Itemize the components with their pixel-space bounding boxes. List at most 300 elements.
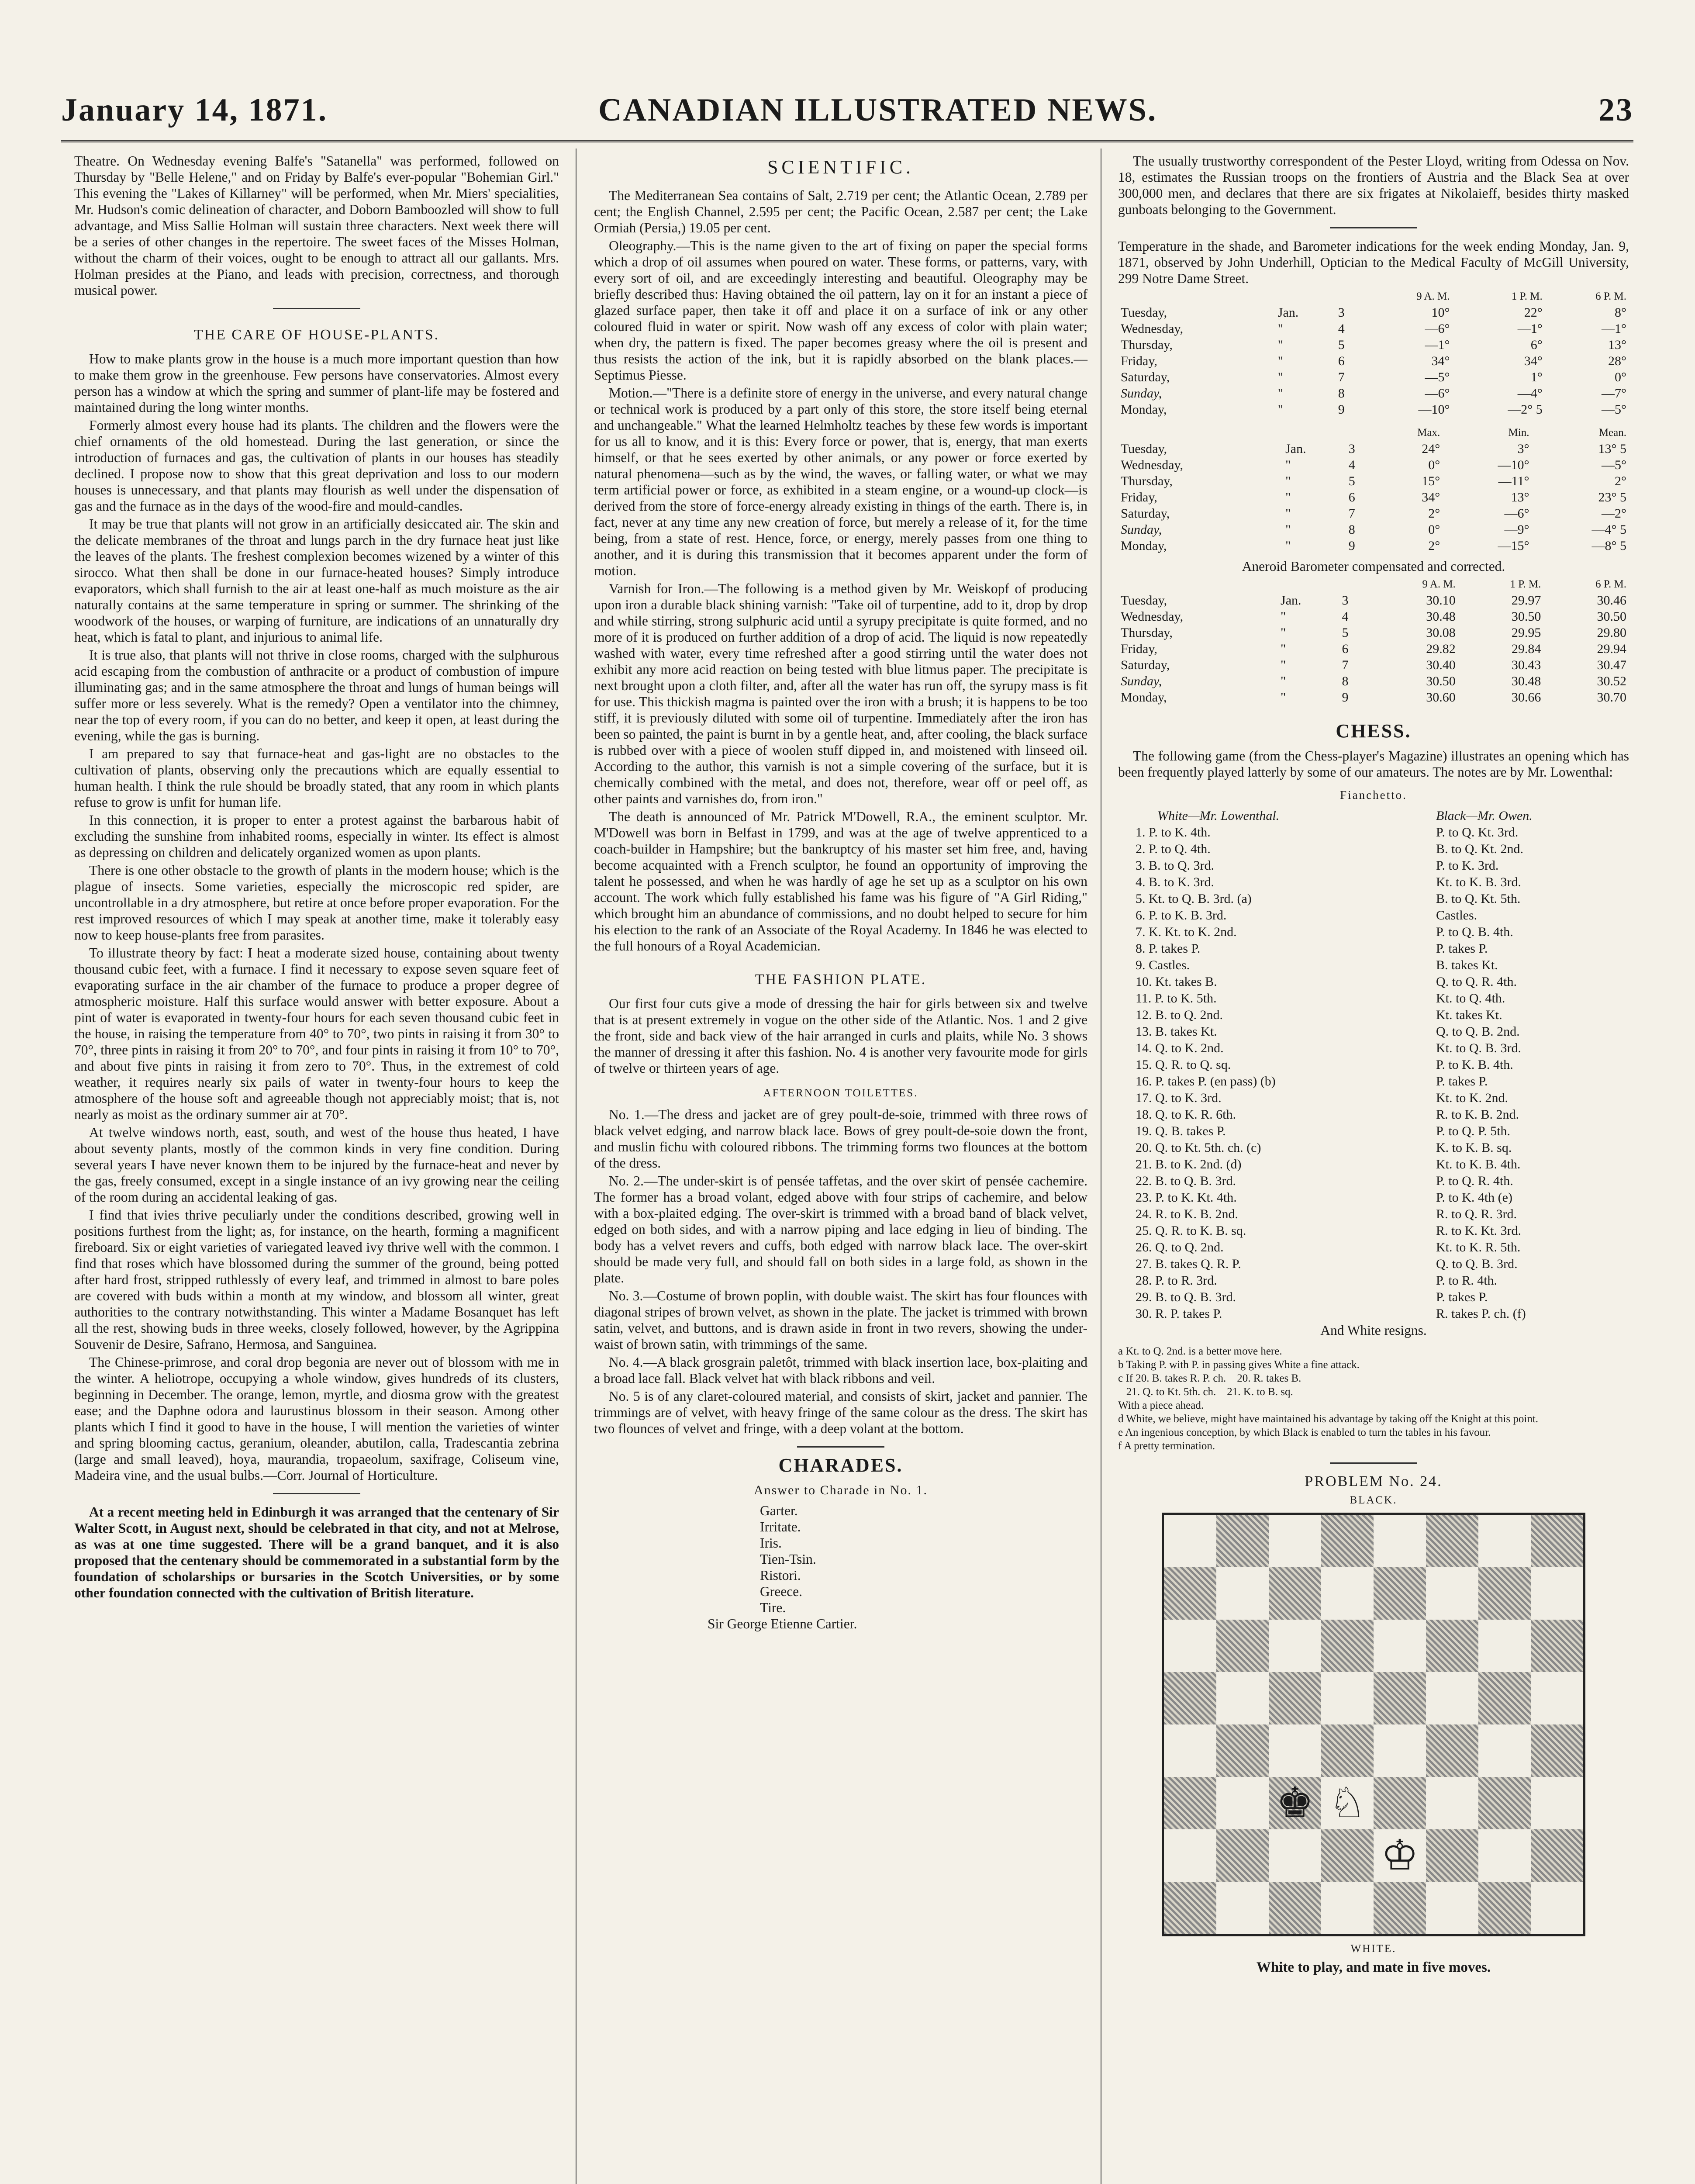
black-move: Kt. takes Kt. — [1436, 1008, 1502, 1022]
table-cell: 29.94 — [1597, 642, 1626, 656]
paragraph: It is true also, that plants will not thrive in close rooms, charged with the sulphurous acid escaping from the combustion of anthracite or a product of combustion of impure illuminating gas; and in the same atmosphere the throat and lungs of human beings will suffer more or less severely. What is the remedy? Open a ventilator into the chimney, near the top of every room, if you can do no better, and keep it open, at least during the evening, while the gas is burning. — [74, 647, 559, 743]
move-row — [1118, 1106, 1629, 1123]
paragraph: The death is announced of Mr. Patrick M'Dowell, R.A., the eminent sculptor. Mr. M'Dowell was born in Belfast in 1799, and was at the age of twelve apprenticed to a coach-builder in Hampshire; but the bankruptcy of his master set him free, and, having become acquainted with a French sculptor, he found an opportunity of improving the talent he possessed, and when he was hardly of age he set up as a sculptor on his own account. The work which fully established his fame was his figure of "A Girl Riding," which brought him an abundance of commissions, and no doubt helped to secure for him his election to the rank of an Associate of the Royal Academy. In 1846 he was elected to the full honours of a Royal Academician. — [594, 809, 1087, 954]
black-move: P. takes P. — [1436, 1290, 1488, 1304]
page-number: 23 — [1598, 92, 1633, 128]
table-cell: 24° — [1422, 442, 1440, 456]
divider — [273, 1493, 360, 1494]
table-cell: 13° — [1608, 338, 1626, 352]
board-square[interactable] — [1478, 1567, 1531, 1620]
board-square[interactable] — [1216, 1567, 1269, 1620]
table-cell: 9 — [1342, 690, 1349, 705]
table-cell: " — [1277, 370, 1284, 384]
table-cell: 30.46 — [1597, 593, 1626, 608]
board-square[interactable] — [1426, 1672, 1478, 1724]
white-move: 17. Q. to K. 3rd. — [1136, 1091, 1222, 1105]
board-square[interactable] — [1321, 1882, 1374, 1934]
table-cell: —5° — [1602, 402, 1626, 417]
table-row — [1118, 321, 1629, 337]
board-square[interactable] — [1478, 1829, 1531, 1882]
table-cell: 30.66 — [1511, 690, 1541, 705]
barometer-title: Aneroid Barometer compensated and corrected. — [1242, 559, 1505, 574]
table-cell: 7 — [1348, 506, 1355, 521]
black-move: P. to Q. P. 5th. — [1436, 1124, 1511, 1138]
table-cell: Jan. — [1285, 442, 1306, 456]
table-cell: " — [1285, 458, 1291, 472]
column-header: 9 A. M. — [1422, 578, 1456, 590]
board-square[interactable] — [1269, 1620, 1321, 1672]
board-square[interactable] — [1216, 1724, 1269, 1777]
board-square[interactable] — [1374, 1777, 1426, 1829]
board-square[interactable] — [1374, 1882, 1426, 1934]
paragraph: To illustrate theory by fact: I heat a moderate sized house, containing about twenty thousand cubic feet, with a furnace. I find it necessary to expose seven square feet of evaporating surface in the air chamber of the furnace to produce a proper degree of atmospheric moisture. Half this surface would answer with better exposure. About a pint of water is evaporated in twenty-four hours for each seven thousand cubic feet in the house, in raising the temperature from 40° to 70°, two pints in raising it from 30° to 70°, three pints in raising it from 20° to 70°, and four pints in raising it from 10° to 70°, and about five pints in raising it from zero to 70°. Thus, in the extremest of cold weather, it requires nearly six pails of water in twenty-four hours to keep the atmosphere of the house soft and agreeable though not appreciably moist; that is, not nearly as moist as the ordinary summer air at 70°. — [74, 945, 559, 1122]
black-move: B. takes Kt. — [1436, 958, 1498, 972]
fashion-body — [594, 1106, 1087, 1437]
charade-word: Tire. — [760, 1600, 786, 1615]
board-square[interactable] — [1269, 1724, 1321, 1777]
chess-note: With a piece ahead. — [1118, 1400, 1204, 1411]
table-cell: 30.52 — [1597, 674, 1626, 688]
table-cell: 9 — [1338, 402, 1345, 417]
black-move: R. to K. Kt. 3rd. — [1436, 1223, 1521, 1238]
table-cell: 6 — [1342, 642, 1349, 656]
black-move: R. to K. B. 2nd. — [1436, 1107, 1519, 1122]
board-square[interactable] — [1426, 1724, 1478, 1777]
chess-piece-icon[interactable]: ♔ — [1381, 1832, 1419, 1879]
black-move: P. takes P. — [1436, 941, 1488, 956]
white-move: 19. Q. B. takes P. — [1136, 1124, 1226, 1138]
table-cell: —1° — [1425, 338, 1450, 352]
black-move: P. to K. B. 4th. — [1436, 1057, 1513, 1072]
spacer-cell — [1118, 425, 1283, 441]
table-cell: Friday, — [1121, 490, 1157, 505]
white-move: 27. B. takes Q. R. P. — [1136, 1257, 1241, 1271]
max-min-table — [1118, 425, 1629, 554]
masthead — [61, 87, 1633, 142]
black-move: R. takes P. ch. (f) — [1436, 1306, 1526, 1321]
board-square[interactable] — [1478, 1882, 1531, 1934]
move-row — [1118, 1206, 1629, 1223]
black-move: P. to K. 3rd. — [1436, 858, 1499, 873]
move-row — [1118, 957, 1629, 974]
black-move: R. to Q. R. 3rd. — [1436, 1207, 1517, 1221]
table-cell: 3° — [1517, 442, 1529, 456]
board-square[interactable] — [1426, 1829, 1478, 1882]
move-row — [1118, 1057, 1629, 1073]
table-cell: 30.50 — [1597, 609, 1626, 624]
chess-note: f A pretty termination. — [1118, 1440, 1215, 1452]
table-cell: " — [1277, 321, 1284, 336]
charade-word: Greece. — [760, 1584, 803, 1599]
players-row — [1118, 808, 1629, 824]
black-move: Castles. — [1436, 908, 1478, 923]
board-square[interactable] — [1531, 1567, 1583, 1620]
board-square[interactable] — [1531, 1724, 1583, 1777]
table-cell: 5 — [1342, 625, 1349, 640]
board-square[interactable] — [1164, 1829, 1216, 1882]
charades-title: CHARADES. — [778, 1455, 903, 1476]
move-row — [1118, 1173, 1629, 1189]
white-move: 14. Q. to K. 2nd. — [1136, 1041, 1224, 1055]
black-move: P. to R. 4th. — [1436, 1273, 1498, 1288]
spacer-cell — [1118, 576, 1278, 592]
table-row — [1118, 689, 1629, 705]
table-cell: —6° — [1425, 321, 1450, 336]
board-square[interactable] — [1216, 1620, 1269, 1672]
board-square[interactable] — [1164, 1724, 1216, 1777]
board-square[interactable] — [1269, 1567, 1321, 1620]
white-move: 22. B. to Q. B. 3rd. — [1136, 1174, 1236, 1188]
spacer-cell — [1278, 576, 1339, 592]
white-move: 4. B. to K. 3rd. — [1136, 875, 1214, 889]
charades-answer: Answer to Charade in No. 1. — [753, 1483, 928, 1497]
board-square[interactable] — [1321, 1777, 1374, 1829]
table-row — [1118, 538, 1629, 554]
table-row — [1118, 522, 1629, 538]
white-move: 7. K. Kt. to K. 2nd. — [1136, 925, 1237, 939]
table-header-row — [1118, 425, 1629, 441]
table-cell: 2° — [1615, 474, 1626, 488]
move-row — [1118, 1156, 1629, 1173]
board-square[interactable] — [1531, 1620, 1583, 1672]
black-move: Q. to Q. R. 4th. — [1436, 975, 1517, 989]
move-row — [1118, 824, 1629, 841]
table-row — [1118, 457, 1629, 473]
black-move: Kt. to Q. B. 3rd. — [1436, 1041, 1521, 1055]
board-square[interactable] — [1478, 1724, 1531, 1777]
table-cell: 29.97 — [1511, 593, 1541, 608]
table-cell: Sunday, — [1121, 386, 1162, 401]
spacer-cell — [1339, 576, 1367, 592]
table-cell: Saturday, — [1121, 370, 1170, 384]
board-square[interactable] — [1531, 1777, 1583, 1829]
white-move: 29. B. to Q. B. 3rd. — [1136, 1290, 1236, 1304]
divider — [273, 308, 360, 309]
black-move: Kt. to K. 2nd. — [1436, 1091, 1508, 1105]
board-square[interactable] — [1478, 1672, 1531, 1724]
board-square[interactable] — [1321, 1620, 1374, 1672]
paragraph: In this connection, it is proper to enter a protest against the barbarous habit of excluding the sunshine from inhabited rooms, especially in winter. Its effect is almost as depressing on children and delicately organized women as upon plants. — [74, 812, 559, 860]
paragraph: No. 3.—Costume of brown poplin, with double waist. The skirt has four flounces with diagonal stripes of brown velvet, as shown in the plate. The jacket is trimmed with brown satin, velvet, and buttons, and is drawn aside in front in two revers, showing the under-waist of brown satin, with trimmings of the same. — [594, 1288, 1087, 1352]
table-cell: —2° 5 — [1508, 402, 1543, 417]
board-square[interactable] — [1216, 1882, 1269, 1934]
table-cell: Monday, — [1121, 539, 1167, 553]
table-cell: Wednesday, — [1121, 609, 1184, 624]
board-square[interactable] — [1374, 1724, 1426, 1777]
temperature-intro: Temperature in the shade, and Barometer indications for the week ending Monday, Jan. 9, 1871, observed by John Underhill, Optician to the Medical Faculty of McGill University, 299 Notre Dame Street. — [1118, 238, 1629, 286]
table-cell: 3 — [1342, 593, 1349, 608]
move-row — [1118, 924, 1629, 940]
board-square[interactable] — [1374, 1672, 1426, 1724]
table-cell: 7 — [1342, 658, 1349, 672]
board-square[interactable] — [1531, 1672, 1583, 1724]
charade-word: Ristori. — [760, 1568, 801, 1583]
paragraph: The Mediterranean Sea contains of Salt, 2.719 per cent; the Atlantic Ocean, 2.789 per cent; the English Channel, 2.595 per cent; the Pacific Ocean, 2.587 per cent; the Lake Ormiah (Persia,) 19.05 per cent. — [594, 188, 1087, 235]
board-square[interactable] — [1321, 1829, 1374, 1882]
table-row — [1118, 473, 1629, 489]
board-square[interactable] — [1374, 1567, 1426, 1620]
white-move: 26. Q. to Q. 2nd. — [1136, 1240, 1224, 1254]
table-cell: Jan. — [1281, 593, 1301, 608]
table-cell: " — [1281, 658, 1286, 672]
table-cell: —9° — [1504, 522, 1529, 537]
chess-moves-table — [1118, 808, 1629, 1322]
scott-paragraph: At a recent meeting held in Edinburgh it was arranged that the centenary of Sir Walter Scott, in August next, should be celebrated in that city, and not at Melrose, as was at one time suggested. There will be a grand banquet, and it is also proposed that the centenary should be commemorated in a substantial form by the foundation of scholarships or bursaries in the Scotch Universities, or by some other foundation connected with the cultivation of British literature. — [74, 1504, 559, 1600]
black-player: Black—Mr. Owen. — [1436, 809, 1533, 823]
board-square[interactable] — [1426, 1777, 1478, 1829]
move-row — [1118, 1256, 1629, 1272]
move-row — [1118, 1023, 1629, 1040]
board-square[interactable] — [1426, 1882, 1478, 1934]
table-cell: 29.80 — [1597, 625, 1626, 640]
move-row — [1118, 1073, 1629, 1090]
move-row — [1118, 857, 1629, 874]
table-row — [1118, 401, 1629, 418]
charade-word: Sir George Etienne Cartier. — [708, 1616, 857, 1631]
board-square[interactable] — [1269, 1829, 1321, 1882]
table-cell: 6 — [1348, 490, 1355, 505]
table-cell: Tuesday, — [1121, 593, 1167, 608]
white-label: WHITE. — [1350, 1943, 1397, 1955]
table-cell: 8 — [1348, 522, 1355, 537]
table-row — [1118, 353, 1629, 369]
board-square[interactable] — [1216, 1672, 1269, 1724]
column-header: 9 A. M. — [1416, 290, 1450, 302]
board-square[interactable] — [1531, 1882, 1583, 1934]
board-square[interactable] — [1269, 1672, 1321, 1724]
resigns-line: And White resigns. — [1320, 1323, 1427, 1338]
temperature-table — [1118, 288, 1629, 418]
table-row — [1118, 304, 1629, 321]
table-cell: 3 — [1348, 442, 1355, 456]
table-cell: —4° — [1517, 386, 1543, 401]
board-square[interactable] — [1164, 1620, 1216, 1672]
table-cell: 30.60 — [1426, 690, 1456, 705]
table-cell: Tuesday, — [1121, 442, 1167, 456]
white-move: 16. P. takes P. (en pass) (b) — [1136, 1074, 1276, 1089]
paragraph: I find that ivies thrive peculiarly under the conditions described, growing well in positions furthest from the light; as, for instance, on the hearth, forming a magnificent fireboard. Six or eight varieties of variegated leaved ivy thrive well with the common. I find that roses which have blossomed during the summer of the ground, being potted after hard frost, stripped ruthlessly of every leaf, and trimmed in almost to bare poles are covered with buds within a month at my window, and blossom all winter, great authorities to the contrary notwithstanding. This winter a Madame Bosanquet has left all the rest, showing buds in three weeks, closely followed, however, by the Agrippina Souvenir de Desire, Safrano, Hermosa, and Sanguinea. — [74, 1207, 559, 1352]
white-move: 5. Kt. to Q. B. 3rd. (a) — [1136, 892, 1252, 906]
move-row — [1118, 1289, 1629, 1306]
table-row — [1118, 369, 1629, 385]
table-cell: 2° — [1428, 539, 1440, 553]
white-move: 10. Kt. takes B. — [1136, 975, 1217, 989]
move-row — [1118, 1040, 1629, 1057]
table-cell: 28° — [1608, 354, 1626, 368]
table-header-row — [1118, 288, 1629, 304]
chess-note: c If 20. B. takes R. P. ch. 20. R. takes B. — [1118, 1372, 1301, 1384]
theatre-paragraph: Theatre. On Wednesday evening Balfe's "Satanella" was performed, followed on Thursday by "Belle Helene," and on Friday by Balfe's ever-popular "Bohemian Girl." This evening the "Lakes of Killarney" will be performed, when Mr. Miers' specialities, Mr. Hudson's comic delineation of character, and Doborn Bamboozled will show to full advantage, and Miss Sallie Holman will sustain three characters. Next week there will be a series of other changes in the repertoire. The sweet faces of the Misses Holman, without the charm of their voices, ought to be enough to attract all our gallants. Mrs. Holman presides at the Piano, and leads with precision, correctness, and thorough musical power. — [74, 153, 559, 298]
table-cell: 29.95 — [1511, 625, 1541, 640]
table-cell: " — [1281, 609, 1286, 624]
paragraph: Motion.—"There is a definite store of energy in the universe, and every natural change or technical work is produced by a part only of this store, the store itself being eternal and unchangeable." What the learned Helmholtz teaches by these few words is important for us all to know, and it is this: Every force or power, that is, energy, that man exerts himself, or that he sees exerted by other animals, or any power or force exerted by natural phenomena—such as by the wind, the waves, or falling water, or what we may term artificial power or force, as exhibited in a steam engine, or a wound-up clock—is derived from the store of force-energy already existing in things of the earth. There is, in fact, never at any time any new creation of force, but merely a release of it, for the time being, from a state of rest. Hence, force, or energy, merely passes from one thing to another, and it is during this transmission that it becomes apparent under the form of motion. — [594, 385, 1087, 578]
board-square[interactable] — [1269, 1777, 1321, 1829]
board-square[interactable] — [1426, 1567, 1478, 1620]
table-cell: 30.40 — [1426, 658, 1456, 672]
table-cell: 8° — [1615, 305, 1626, 320]
board-square[interactable] — [1478, 1515, 1531, 1567]
table-cell: 15° — [1422, 474, 1440, 488]
board-square[interactable] — [1426, 1620, 1478, 1672]
move-row — [1118, 940, 1629, 957]
table-cell: —2° — [1602, 506, 1626, 521]
black-move: Q. to Q. B. 2nd. — [1436, 1024, 1520, 1039]
board-square[interactable] — [1216, 1515, 1269, 1567]
table-cell: —1° — [1517, 321, 1543, 336]
spacer-cell — [1275, 288, 1336, 304]
black-move: Q. to Q. B. 3rd. — [1436, 1257, 1518, 1271]
table-cell: Saturday, — [1121, 658, 1170, 672]
move-row — [1118, 1123, 1629, 1140]
table-cell: 30.50 — [1511, 609, 1541, 624]
table-row — [1118, 441, 1629, 457]
column-header: 1 P. M. — [1511, 290, 1543, 302]
table-cell: 30.48 — [1426, 609, 1456, 624]
board-square[interactable] — [1478, 1620, 1531, 1672]
column-rule — [576, 149, 577, 2184]
black-move: P. to Q. Kt. 3rd. — [1436, 825, 1519, 840]
table-row — [1118, 592, 1629, 608]
paragraph: How to make plants grow in the house is a much more important question than how to make them grow in the greenhouse. Few persons have conservatories. Almost every person has a window at which the spring and summer of plant-life may be fostered and maintained during the long winter months. — [74, 351, 559, 415]
table-cell: 4 — [1342, 609, 1349, 624]
table-cell: —10° — [1498, 458, 1529, 472]
fashion-title: THE FASHION PLATE. — [755, 971, 927, 988]
chess-intro: The following game (from the Chess-player's Magazine) illustrates an opening which has been frequently played latterly by some of our amateurs. The notes are by Mr. Lowenthal: — [1118, 748, 1629, 780]
paragraph: Varnish for Iron.—The following is a method given by Mr. Weiskopf of producing upon iron a durable black shining varnish: "Take oil of turpentine, add to it, drop by drop and while stirring, strong sulphuric acid until a syrupy precipitate is quite formed, and no more of it is produced on further addition of a drop of acid. The liquid is now repeatedly washed with water, every time refreshed after a good stirring until the water does not exhibit any more acid reaction on being tested with blue litmus paper. The precipitate is next brought upon a cloth filter, and, after all the water has run off, the syrupy mass is fit for use. This thickish magma is painted over the iron with a brush; it is happens to be too stiff, it is previously diluted with some oil of turpentine. Immediately after the iron has been so painted, the paint is burnt in by a gentle heat, and, after cooling, the black surface is rubbed over with a piece of woolen stuff dipped in, and moistened with linseed oil. According to the author, this varnish is not a simple covering of the surface, but it is chemically combined with the metal, and does not, therefore, wear off or peel off, as other paints and varnishes do, from iron." — [594, 581, 1087, 806]
table-cell: Thursday, — [1121, 625, 1173, 640]
table-cell: —5° — [1602, 458, 1626, 472]
white-move: 23. P. to K. Kt. 4th. — [1136, 1190, 1237, 1205]
board-square[interactable] — [1269, 1882, 1321, 1934]
table-row — [1118, 337, 1629, 353]
table-cell: 13° 5 — [1598, 442, 1626, 456]
table-cell: 6 — [1338, 354, 1345, 368]
table-cell: Wednesday, — [1121, 458, 1184, 472]
table-row — [1118, 673, 1629, 689]
paragraph: No. 5 is of any claret-coloured material, and consists of skirt, jacket and pannier. The trimmings are of velvet, with heavy fringe of the same colour as the dress. The skirt has two flounces of velvet and fringe, with a deep volant at the bottom. — [594, 1389, 1087, 1436]
board-square[interactable] — [1374, 1829, 1426, 1882]
table-cell: " — [1277, 402, 1284, 417]
table-cell: " — [1281, 690, 1286, 705]
article-body — [74, 351, 559, 1483]
table-row — [1118, 641, 1629, 657]
move-row — [1118, 841, 1629, 857]
column-middle — [594, 153, 1087, 1632]
column-header: Max. — [1417, 427, 1440, 439]
table-row — [1118, 657, 1629, 673]
white-move: 30. R. P. takes P. — [1136, 1306, 1222, 1321]
table-cell: Sunday, — [1121, 522, 1162, 537]
black-move: Kt. to K. B. 3rd. — [1436, 875, 1521, 889]
move-row — [1118, 1189, 1629, 1206]
table-cell: 6° — [1530, 338, 1543, 352]
board-square[interactable] — [1164, 1672, 1216, 1724]
chess-piece-icon[interactable]: ♘ — [1328, 1780, 1367, 1826]
black-label: BLACK. — [1350, 1494, 1398, 1506]
table-cell: —5° — [1425, 370, 1450, 384]
pester-paragraph: The usually trustworthy correspondent of the Pester Lloyd, writing from Odessa on Nov. 18, estimates the Russian troops on the frontiers of Austria and the Black Sea at over 300,000 men, and declares that there are six frigates at Nikolaieff, besides thirty masked gunboats belonging to the Government. — [1118, 153, 1629, 217]
board-square[interactable] — [1164, 1882, 1216, 1934]
chess-note: d White, we believe, might have maintained his advantage by taking off the Knight at this point. — [1118, 1413, 1539, 1425]
paragraph: There is one other obstacle to the growth of plants in the modern house; which is the plague of insects. Some varieties, especially the microscopic red spider, are uncontrollable in a dry atmosphere, but retire at once before proper evaporation. For the rest improved resources of which I may speak at another time, make it tolerably easy now to keep house-plants free from parasites. — [74, 863, 559, 943]
board-square[interactable] — [1321, 1672, 1374, 1724]
table-cell: —10° — [1418, 402, 1450, 417]
board-square[interactable] — [1531, 1829, 1583, 1882]
board-square[interactable] — [1164, 1567, 1216, 1620]
chess-note: b Taking P. with P. in passing gives White a fine attack. — [1118, 1359, 1360, 1371]
spacer-cell — [1346, 425, 1375, 441]
board-square[interactable] — [1216, 1829, 1269, 1882]
board-square[interactable] — [1374, 1515, 1426, 1567]
black-move: B. to Q. Kt. 2nd. — [1436, 842, 1523, 856]
chess-note: 21. Q. to Kt. 5th. ch. 21. K. to B. sq. — [1118, 1386, 1293, 1398]
board-square[interactable] — [1321, 1567, 1374, 1620]
board-square[interactable] — [1321, 1515, 1374, 1567]
move-row — [1118, 1007, 1629, 1023]
table-cell: 0° — [1428, 458, 1440, 472]
paragraph: Oleography.—This is the name given to the art of fixing on paper the special forms which a drop of oil assumes when poured on water. These forms, or patterns, vary, with every sort of oil, and are exceedingly interesting and beautiful. Oleography may be briefly described thus: Having obtained the oil pattern, lay on it for an instant a piece of glazed surface paper, then take it off and place it on a surface of ink or any other coloured fluid in water or spirit. Now wash off any excess of color with plain water; when dry, the pattern is fixed. The paper becomes greasy where the oil is present and thus resists the action of the ink, but it is rapidly absorbed on the blank places.—Septimus Piesse. — [594, 238, 1087, 383]
board-square[interactable] — [1164, 1515, 1216, 1567]
table-cell: " — [1281, 625, 1286, 640]
board-square[interactable] — [1374, 1620, 1426, 1672]
table-cell: —8° 5 — [1591, 539, 1626, 553]
table-cell: —15° — [1498, 539, 1529, 553]
white-move: 2. P. to Q. 4th. — [1136, 842, 1211, 856]
table-cell: Jan. — [1277, 305, 1299, 320]
table-cell: 0° — [1428, 522, 1440, 537]
black-move: B. to Q. Kt. 5th. — [1436, 892, 1521, 906]
column-left — [74, 153, 559, 1603]
move-row — [1118, 974, 1629, 990]
table-cell: " — [1285, 522, 1291, 537]
charade-word: Tien-Tsin. — [760, 1552, 816, 1567]
table-cell: —7° — [1602, 386, 1626, 401]
board-square[interactable] — [1426, 1515, 1478, 1567]
barometer-table — [1118, 576, 1629, 705]
table-cell: 30.48 — [1511, 674, 1541, 688]
white-move: 13. B. takes Kt. — [1136, 1024, 1217, 1039]
board-square[interactable] — [1478, 1777, 1531, 1829]
table-cell: Thursday, — [1121, 338, 1173, 352]
move-row — [1118, 1239, 1629, 1256]
table-header-row — [1118, 576, 1629, 592]
paragraph: The Chinese-primrose, and coral drop begonia are never out of blossom with me in the winter. A heliotrope, occupying a whole window, gives hundreds of its clusters, beginning in December. The orange, lemon, myrtle, and diosma grow with the greatest ease; and the Daphne odora and laurustinus blossom in their season. Among other plants which I find it good to have in the house, I will mention the varieties of winter and spring blooming cactus, geranium, oleander, abutilon, calla, Tradescantia zebrina (large and small leaved), hoya, maurandia, tropaeolum, saxifrage, Coliseum vine, Madeira vine, and the usual bulbs.—Corr. Journal of Horticulture. — [74, 1355, 559, 1483]
charade-word: Garter. — [760, 1503, 798, 1518]
table-cell: " — [1285, 490, 1291, 505]
chess-notes — [1118, 1344, 1629, 1453]
white-move: 3. B. to Q. 3rd. — [1136, 858, 1214, 873]
chess-piece-icon[interactable]: ♚ — [1276, 1780, 1314, 1826]
table-cell: Saturday, — [1121, 506, 1170, 521]
table-cell: Thursday, — [1121, 474, 1173, 488]
table-cell: 34° — [1431, 354, 1450, 368]
table-cell: 30.50 — [1426, 674, 1456, 688]
board-square[interactable] — [1531, 1515, 1583, 1567]
problem-title: PROBLEM No. 24. — [1305, 1473, 1443, 1489]
spacer-cell — [1283, 425, 1346, 441]
board-square[interactable] — [1269, 1515, 1321, 1567]
table-cell: 0° — [1615, 370, 1626, 384]
article-title: THE CARE OF HOUSE-PLANTS. — [193, 327, 440, 343]
board-square[interactable] — [1321, 1724, 1374, 1777]
white-move: 21. B. to K. 2nd. (d) — [1136, 1157, 1242, 1171]
board-square[interactable] — [1216, 1777, 1269, 1829]
table-cell: " — [1285, 474, 1291, 488]
table-row — [1118, 505, 1629, 522]
board-square[interactable] — [1164, 1777, 1216, 1829]
column-header: 6 P. M. — [1595, 290, 1626, 302]
table-cell: 5 — [1348, 474, 1355, 488]
